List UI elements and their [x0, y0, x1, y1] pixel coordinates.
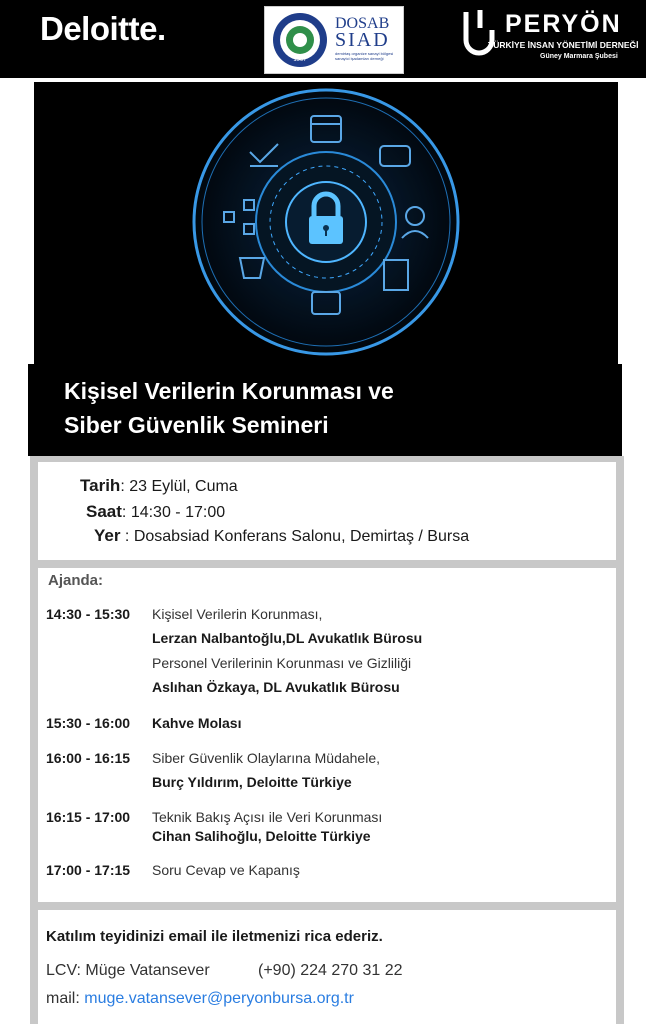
header-bar	[0, 0, 646, 78]
rsvp-note: Katılım teyidinizi email ile iletmenizi rica ederiz.	[46, 928, 383, 945]
time-value: : 14:30 - 17:00	[121, 504, 226, 521]
agenda-topic: Teknik Bakış Açısı ile Veri Korunması	[152, 809, 383, 825]
date-row	[80, 476, 238, 496]
agenda-topic: Personel Verilerinin Korunması ve Gizliliği	[152, 655, 412, 671]
agenda-time: 14:30 - 15:30	[46, 606, 131, 622]
agenda-time: 16:00 - 16:15	[46, 750, 131, 766]
peryon-subtitle: TÜRKİYE İNSAN YÖNETİMİ DERNEĞİ	[488, 40, 639, 50]
agenda-time: 15:30 - 16:00	[46, 715, 131, 731]
lcv-label: LCV: Müge Vatansever	[46, 962, 210, 979]
dosab-name: DOSAB SIAD	[335, 15, 390, 51]
place-label: Yer	[94, 526, 121, 545]
agenda-heading: Ajanda:	[48, 572, 104, 589]
time-row	[86, 502, 225, 522]
date-value: : 23 Eylül, Cuma	[120, 478, 238, 495]
place-value: : Dosabsiad Konferans Salonu, Demirtaş / Bursa	[120, 528, 470, 545]
peryon-branch: Güney Marmara Şubesi	[540, 53, 618, 60]
agenda-topic: Soru Cevap ve Kapanış	[152, 862, 300, 878]
email-link[interactable]: muge.vatansever@peryonbursa.org.tr	[84, 990, 354, 1007]
peryon-mark-icon	[458, 6, 504, 58]
date-label: Tarih	[80, 476, 121, 495]
agenda-topic: Kişisel Verilerin Korunması,	[152, 606, 323, 622]
cyber-security-illustration	[34, 82, 618, 364]
seminar-title-line-1: Kişisel Verilerin Korunması ve	[64, 378, 394, 404]
mail-row	[46, 990, 354, 1008]
peryon-name: PERYÖN	[505, 10, 622, 38]
agenda-speaker: Burç Yıldırım, Deloitte Türkiye	[152, 774, 352, 790]
dosab-siad-logo	[264, 6, 404, 74]
place-row	[94, 526, 469, 546]
agenda-speaker: Lerzan Nalbantoğlu,DL Avukatlık Bürosu	[152, 630, 423, 646]
security-lock-ring-icon	[34, 82, 618, 364]
agenda-time: 16:15 - 17:00	[46, 809, 131, 825]
agenda-topic: Kahve Molası	[152, 715, 242, 731]
time-label: Saat	[86, 502, 122, 521]
dosab-subtitle: demirtaş organize sanayi bölgesi sanayici işadamları derneği	[335, 51, 394, 61]
deloitte-logo: Deloitte.	[40, 10, 166, 47]
seminar-title-line-2: Siber Güvenlik Semineri	[64, 412, 329, 438]
phone-number: (+90) 224 270 31 22	[258, 962, 403, 979]
agenda-speaker: Cihan Salihoğlu, Deloitte Türkiye	[152, 828, 371, 844]
dosab-seal-icon	[271, 11, 329, 69]
dosab-year: 1997	[293, 57, 307, 63]
agenda-time: 17:00 - 17:15	[46, 862, 131, 878]
mail-label: mail:	[46, 990, 80, 1007]
agenda-speaker: Aslıhan Özkaya, DL Avukatlık Bürosu	[152, 679, 400, 695]
agenda-topic: Siber Güvenlik Olaylarına Müdahele,	[152, 750, 381, 766]
seminar-title-box	[28, 364, 622, 456]
